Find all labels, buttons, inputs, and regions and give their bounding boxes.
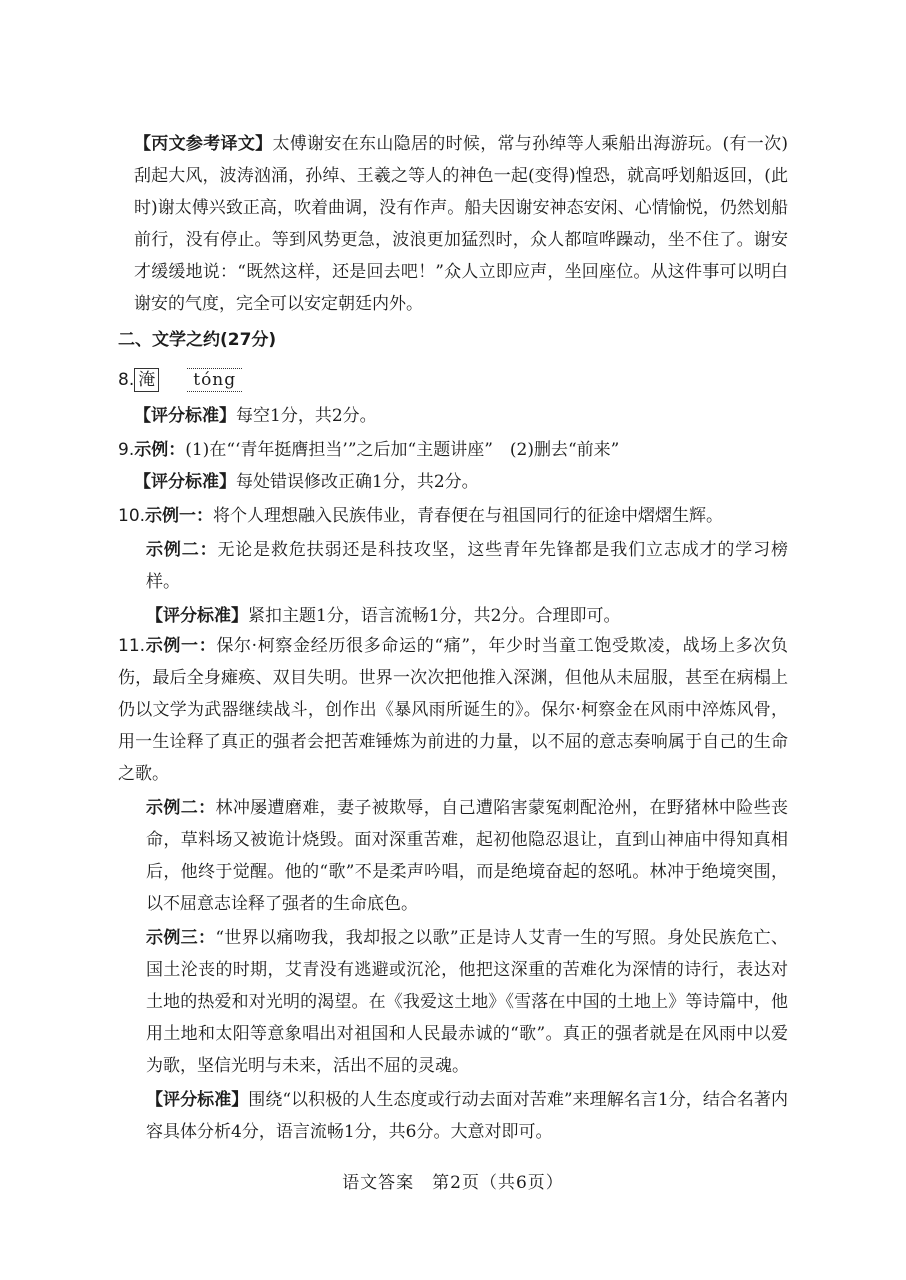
q9-std-tag: 【评分标准】 xyxy=(134,472,236,492)
q8-answer-pinyin: tóng xyxy=(187,368,242,392)
q11-ex1-label: 示例一： xyxy=(145,636,217,656)
q11-example-3 xyxy=(0,920,906,1082)
q9-line xyxy=(0,434,906,466)
bing-translation xyxy=(0,128,906,320)
q11-ex3-text: “世界以痛吻我，我却报之以歌”正是诗人艾青一生的写照。身处民族危亡、国土沦丧的时期，艾青没有逃避或沉沦，他把这深重的苦难化为深情的诗行，表达对土地的热爱和对光明的渴望。在《我爱这土地》《雪落在中国的土地上》等诗篇中，他用土地和太阳等意象唱出对祖国和人民最赤诚的“歌”。真正的强者就是在风雨中以爱为歌，坚信光明与未来，活出不屈的灵魂。 xyxy=(146,928,789,1076)
q8-line xyxy=(0,364,906,396)
q8-answer-char: 淹 xyxy=(134,368,159,392)
q10-scoring xyxy=(0,598,906,632)
q10-example-1 xyxy=(0,500,906,532)
q10-std-tag: 【评分标准】 xyxy=(146,606,248,626)
q8-std-tag: 【评分标准】 xyxy=(134,406,236,426)
q9-scoring-line xyxy=(0,466,906,498)
q9-label: 示例： xyxy=(134,440,186,460)
q11-scoring xyxy=(0,1082,906,1148)
q10-std-text: 紧扣主题1分，语言流畅1分，共2分。合理即可。 xyxy=(248,606,621,626)
question-10 xyxy=(0,500,906,632)
question-8 xyxy=(0,364,906,396)
q9-number: 9. xyxy=(118,440,135,460)
bing-tag: 【丙文参考译文】 xyxy=(134,134,273,154)
q11-example-1 xyxy=(0,630,906,790)
q11-example-2 xyxy=(0,790,906,920)
q11-std-tag: 【评分标准】 xyxy=(146,1090,249,1110)
q9-std-text: 每处错误修改正确1分，共2分。 xyxy=(236,472,479,492)
q8-number: 8. xyxy=(118,370,135,390)
bing-translation-paragraph xyxy=(0,128,906,320)
q10-ex2-text: 无论是救危扶弱还是科技攻坚，这些青年先锋都是我们立志成才的学习榜样。 xyxy=(146,540,789,592)
question-11 xyxy=(0,630,906,1148)
q10-ex1-label: 示例一： xyxy=(145,506,214,526)
q8-std-text: 每空1分，共2分。 xyxy=(236,406,377,426)
q11-ex2-text: 林冲屡遭磨难，妻子被欺辱，自己遭陷害蒙冤刺配沧州，在野猪林中险些丧命，草料场又被诡计烧毁。面对深重苦难，起初他隐忍退让，直到山神庙中得知真相后，他终于觉醒。他的“歌”不是柔声吟唱，而是绝境奋起的怒吼。林冲于绝境突围，以不屈意志诠释了强者的生命底色。 xyxy=(146,798,789,914)
q11-ex3-label: 示例三： xyxy=(146,928,216,948)
q9-scoring xyxy=(0,466,906,498)
section-2 xyxy=(0,324,906,356)
q10-example-2 xyxy=(0,532,906,598)
q8-scoring-line xyxy=(0,400,906,432)
page-footer: 语文答案 第2页（共6页） xyxy=(342,1173,564,1193)
section-2-title: 二、文学之约(27分) xyxy=(118,330,277,350)
q8-scoring xyxy=(0,400,906,432)
q11-ex1-text: 保尔·柯察金经历很多命运的“痛”，年少时当童工饱受欺凌，战场上多次负伤，最后全身瘫痪、双目失明。世界一次次把他推入深渊，但他从未屈服，甚至在病榻上仍以文学为武器继续战斗，创作出《暴风雨所诞生的》。保尔·柯察金在风雨中淬炼风骨，用一生诠释了真正的强者会把苦难锤炼为前进的力量，以不屈的意志奏响属于自己的生命之歌。 xyxy=(118,636,788,784)
q11-number: 11. xyxy=(118,636,146,656)
q11-std-text: 围绕“以积极的人生态度或行动去面对苦难”来理解名言1分，结合名著内容具体分析4分，语言流畅1分，共6分。大意对即可。 xyxy=(146,1090,789,1142)
q11-ex2-label: 示例二： xyxy=(146,798,216,818)
q9-text: (1)在“‘青年挺膺担当’”之后加“主题讲座” (2)删去“前来” xyxy=(185,440,620,460)
q10-number: 10. xyxy=(118,506,146,526)
q10-ex1-text: 将个人理想融入民族伟业，青春便在与祖国同行的征途中熠熠生辉。 xyxy=(213,506,724,526)
q10-ex2-label: 示例二： xyxy=(146,540,218,560)
bing-text: 太傅谢安在东山隐居的时候，常与孙绰等人乘船出海游玩。(有一次)刮起大风，波涛汹涌，孙绰、王羲之等人的神色一起(变得)惶恐，就高呼划船返回，(此时)谢太傅兴致正高，吹着曲调，没有作声。船夫因谢安神态安闲、心情愉悦，仍然划船前行，没有停止。等到风势更急，波浪更加猛烈时，众人都喧哗躁动，坐不住了。谢安才缓缓地说：“既然这样，还是回去吧！”众人立即应声，坐回座位。从这件事可以明白谢安的气度，完全可以安定朝廷内外。 xyxy=(134,134,789,314)
question-9 xyxy=(0,434,906,466)
